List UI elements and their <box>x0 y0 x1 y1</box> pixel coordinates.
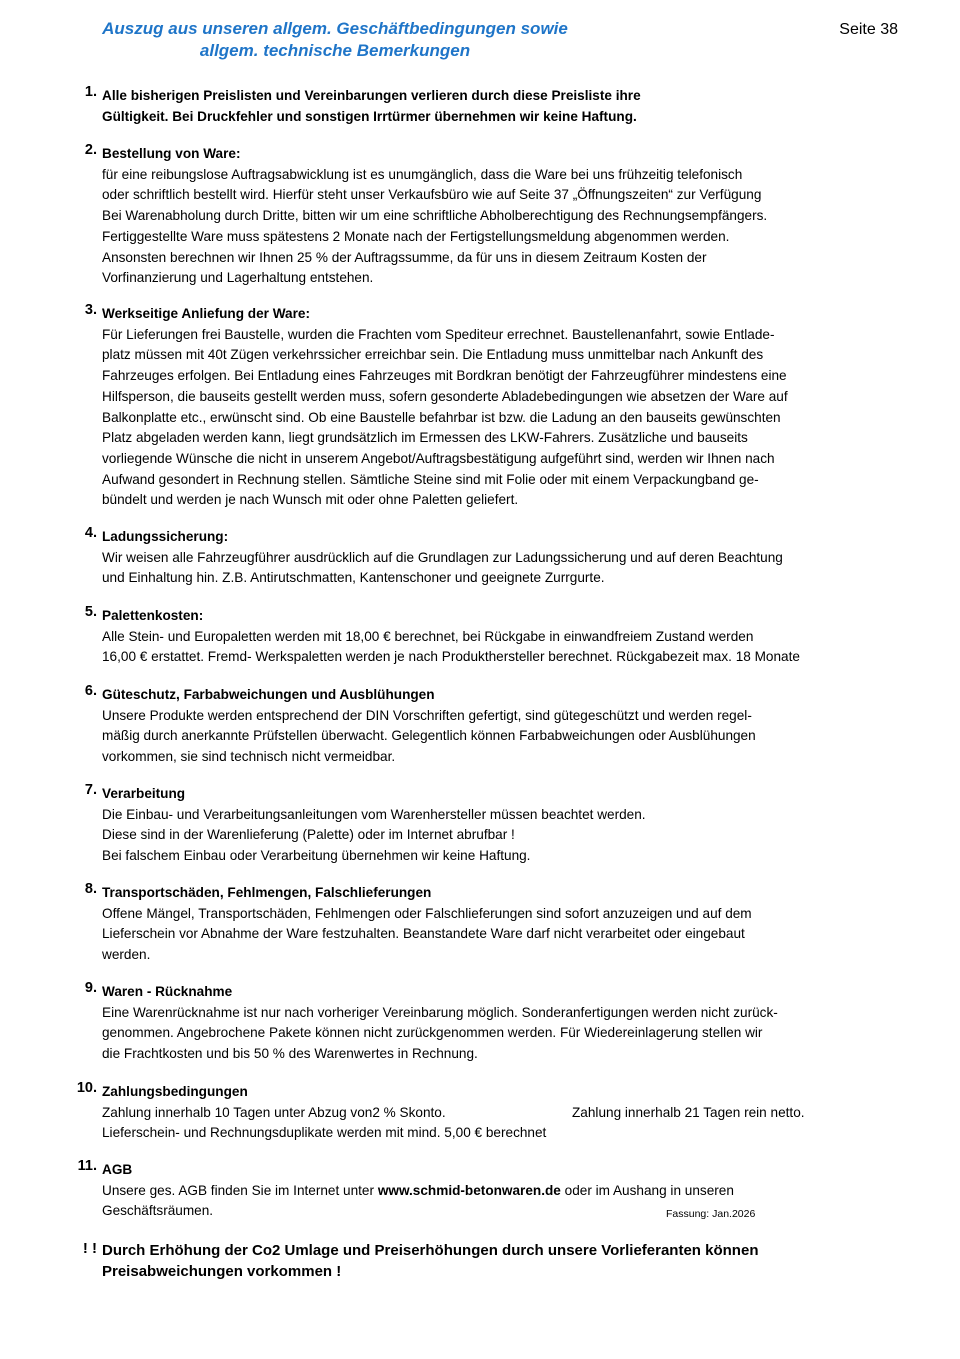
section-text: für eine reibungslose Auftragsabwicklung ist es unumgänglich, dass die Ware bei uns frühzeitig telefonisch <box>102 166 743 182</box>
section-number: 8. <box>84 881 97 897</box>
section-heading: AGB <box>102 1162 133 1177</box>
payment-skonto: Zahlung innerhalb 10 Tagen unter Abzug von2 % Skonto. <box>102 1104 446 1120</box>
section-text: Alle Stein- und Europaletten werden mit 18,00 € berechnet, bei Rückgabe in einwandfreiem Zustand werden <box>102 628 754 644</box>
section-heading: Bestellung von Ware: <box>102 146 241 161</box>
section-text: platz müssen mit 40t Zügen verkehrssicher erreichbar sein. Die Entladung muss unmittelbar nach Ankunft des <box>102 347 764 363</box>
agb-text-line2: Geschäftsräumen. <box>102 1203 214 1219</box>
section-text: Gültigkeit. Bei Druckfehler und sonstigen Irrtürmer übernehmen wir keine Haftung. <box>102 108 637 124</box>
section-text: mäßig durch anerkannte Prüfstellen überwacht. Gelegentlich können Farbabweichungen oder Ausblühungen <box>102 728 756 744</box>
section-text: Die Einbau- und Verarbeitungsanleitungen vom Warenhersteller müssen beachtet werden. <box>102 806 646 822</box>
payment-net: Zahlung innerhalb 21 Tagen rein netto. <box>572 1104 805 1120</box>
section-number: 5. <box>84 604 97 620</box>
section-number: 7. <box>84 782 97 798</box>
section-text: die Frachtkosten und bis 50 % des Warenwertes in Rechnung. <box>102 1046 478 1062</box>
warning-text: Preisabweichungen vorkommen ! <box>102 1263 342 1280</box>
section-number: 9. <box>84 980 97 996</box>
section-number: 4. <box>84 525 97 541</box>
section-text: Aufwand gesondert in Rechnung stellen. Sämtliche Steine sind mit Folie oder mit einem Verpackungband ge- <box>102 471 759 487</box>
section-heading: Güteschutz, Farbabweichungen und Ausblühungen <box>102 687 435 702</box>
section-text: Eine Warenrücknahme ist nur nach vorheriger Vereinbarung möglich. Sonderanfertigungen werden nicht zurück- <box>102 1004 778 1020</box>
section-text: 16,00 € erstattet. Fremd- Werkspaletten werden je nach Produkthersteller berechnet. Rückgabezeit max. 18 Monate <box>102 649 800 665</box>
section-text: Fahrzeuges erfolgen. Bei Entladung eines Fahrzeuges mit Bordkran benötigt der Fahrzeugführer mindestens eine <box>102 368 787 384</box>
section-text: Bei Warenabholung durch Dritte, bitten wir um eine schriftliche Abholberechtigung des Rechnungsempfängers. <box>102 208 768 224</box>
section-heading: Ladungssicherung: <box>102 529 229 544</box>
warning-text: Durch Erhöhung der Co2 Umlage und Preiserhöhungen durch unsere Vorlieferanten können <box>102 1242 759 1259</box>
section-text: und Einhaltung hin. Z.B. Antirutschmatten, Kantenschoner und geeignete Zurrgurte. <box>102 570 605 586</box>
agb-text-post: oder im Aushang in unseren <box>560 1182 734 1198</box>
section-heading: Waren - Rücknahme <box>102 984 233 999</box>
section-text: Hilfsperson, die bauseits gestellt werden muss, sofern gesonderte Abladebedingungen wie absetzen der Ware auf <box>102 388 788 404</box>
section-text: Lieferschein vor Abnahme der Ware festzuhalten. Beanstandete Ware darf nicht verarbeitet oder eingebaut <box>102 926 745 942</box>
section-text: Fertiggestellte Ware muss spätestens 2 Monate nach der Fertigstellungsmeldung abgenommen werden. <box>102 228 730 244</box>
section-number: 11. <box>77 1158 97 1174</box>
website-link[interactable]: www.schmid-betonwaren.de <box>377 1182 561 1198</box>
section-text: oder schriftlich bestellt wird. Hierfür steht unser Verkaufsbüro wie auf Seite 37 „Öffnungszeiten“ zur Verfügung <box>102 187 762 203</box>
agb-row-2 <box>102 1201 902 1222</box>
section-number: 10. <box>76 1080 97 1096</box>
section-text: Diese sind in der Warenlieferung (Palette) oder im Internet abrufbar ! <box>102 827 515 843</box>
section-text <box>102 1181 902 1202</box>
section-number: 2. <box>84 142 97 158</box>
page-title <box>0 18 670 62</box>
page-number: Seite 38 <box>839 21 898 38</box>
section-text: Lieferschein- und Rechnungsduplikate werden mit mind. 5,00 € berechnet <box>102 1125 547 1141</box>
title-line-1: Auszug aus unseren allgem. Geschäftbedingungen sowie <box>102 19 568 38</box>
section-number: 6. <box>84 683 97 699</box>
section-text: genommen. Angebrochene Pakete können nicht zurückgenommen werden. Für Wiedereinlagerung stellen wir <box>102 1025 763 1041</box>
section-heading: Palettenkosten: <box>102 608 204 623</box>
section-text: Ansonsten berechnen wir Ihnen 25 % der Auftragssumme, da für uns in diesem Zeitraum Kosten der <box>102 249 707 265</box>
section-text: Unsere Produkte werden entsprechend der DIN Vorschriften gefertigt, sind gütegeschützt und werden regel- <box>102 707 752 723</box>
section-number: 1. <box>84 84 97 100</box>
section-text: Alle bisherigen Preislisten und Vereinbarungen verlieren durch diese Preisliste ihre <box>102 88 641 103</box>
section-heading: Zahlungsbedingungen <box>102 1084 248 1099</box>
section-number: 3. <box>84 302 97 318</box>
section-text: bündelt und werden je nach Wunsch mit oder ohne Paletten geliefert. <box>102 492 519 508</box>
version-note: Fassung: Jan.2026 <box>666 1208 756 1221</box>
section-heading: Verarbeitung <box>102 786 186 801</box>
section-text: Vorfinanzierung und Lagerhaltung entstehen. <box>102 270 374 286</box>
section-heading: Transportschäden, Fehlmengen, Falschlieferungen <box>102 885 432 900</box>
warning-mark: ! ! <box>82 1240 97 1257</box>
section-text: Bei falschem Einbau oder Verarbeitung übernehmen wir keine Haftung. <box>102 848 531 864</box>
section-text: vorkommen, sie sind technisch nicht vermeidbar. <box>102 749 396 765</box>
section-text: werden. <box>102 947 151 963</box>
title-line-2: allgem. technische Bemerkungen <box>199 41 471 60</box>
section-text: Balkonplatte etc., erwünscht sind. Ob eine Baustelle befahrbar ist bzw. die Ladung an den bauseits gewünschten <box>102 409 781 425</box>
section-text: vorliegende Wünsche die nicht in unserem Angebot/Auftragsbestätigung aufgeführt sind, werden wir Ihnen nach <box>102 450 775 466</box>
section-text: Platz abgeladen werden kann, liegt grundsätzlich im Ermessen des LKW-Fahrers. Zusätzliche und bauseits <box>102 430 748 446</box>
section-text: Für Lieferungen frei Baustelle, wurden die Frachten vom Spediteur errechnet. Baustellenanfahrt, sowie Entlade- <box>102 326 775 342</box>
payment-terms-row <box>102 1103 902 1124</box>
section-heading: Werkseitige Anliefung der Ware: <box>102 306 310 321</box>
section-text: Wir weisen alle Fahrzeugführer ausdrücklich auf die Grundlagen zur Ladungssicherung und auf deren Beachtung <box>102 549 783 565</box>
section-text: Offene Mängel, Transportschäden, Fehlmengen oder Falschlieferungen sind sofort anzuzeigen und auf dem <box>102 905 752 921</box>
agb-text-pre: Unsere ges. AGB finden Sie im Internet unter <box>102 1182 378 1198</box>
